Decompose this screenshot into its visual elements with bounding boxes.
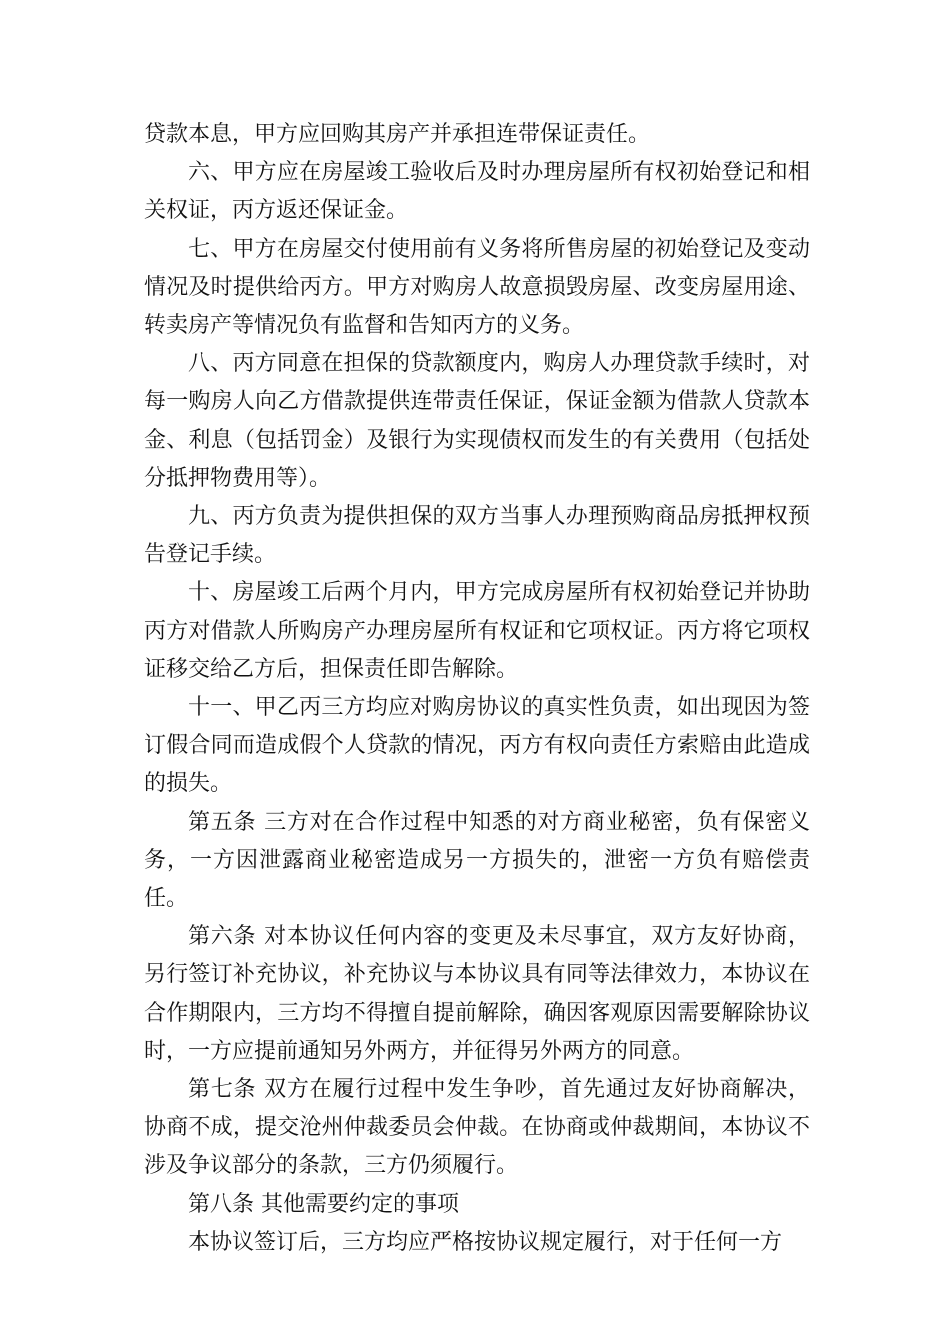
- paragraph-article-8: 第八条 其他需要约定的事项: [188, 1191, 459, 1217]
- paragraph-article-7: 第七条 双方在履行过程中发生争吵，首先通过友好协商解决，协商不成，提交沧州仲裁委员会仲裁。在协商或仲裁期间，本协议不涉及争议部分的条款，三方仍须履行。: [144, 1077, 810, 1179]
- paragraph-article-8-body: 本协议签订后，三方均应严格按协议规定履行，对于任何一方: [188, 1229, 783, 1255]
- paragraph-article-6: 第六条 对本协议任何内容的变更及未尽事宜，双方友好协商，另行签订补充协议，补充协议与本协议具有同等法律效力，本协议在合作期限内，三方均不得擅自提前解除，确因客观原因需要解除协议时，一方应提前通知另外两方，并征得另外两方的同意。: [144, 924, 810, 1064]
- document-body: [144, 116, 810, 1262]
- paragraph-clause-10: 十、房屋竣工后两个月内，甲方完成房屋所有权初始登记并协助丙方对借款人所购房产办理房屋所有权证和它项权证。丙方将它项权证移交给乙方后，担保责任即告解除。: [144, 580, 810, 682]
- paragraph-clause-6: 六、甲方应在房屋竣工验收后及时办理房屋所有权初始登记和相关权证，丙方返还保证金。: [144, 160, 810, 224]
- paragraph-clause-9: 九、丙方负责为提供担保的双方当事人办理预购商品房抵押权预告登记手续。: [144, 504, 810, 568]
- paragraph-clause-7: 七、甲方在房屋交付使用前有义务将所售房屋的初始登记及变动情况及时提供给丙方。甲方对购房人故意损毁房屋、改变房屋用途、转卖房产等情况负有监督和告知丙方的义务。: [144, 236, 810, 339]
- paragraph-continuation: 贷款本息，甲方应回购其房产并承担连带保证责任。: [144, 122, 651, 147]
- paragraph-clause-11: 十一、甲乙丙三方均应对购房协议的真实性负责，如出现因为签订假合同而造成假个人贷款的情况，丙方有权向责任方索赔由此造成的损失。: [144, 695, 810, 797]
- paragraph-article-5: 第五条 三方对在合作过程中知悉的对方商业秘密，负有保密义务，一方因泄露商业秘密造成另一方损失的，泄密一方负有赔偿责任。: [144, 809, 810, 912]
- paragraph-clause-8: 八、丙方同意在担保的贷款额度内，购房人办理贷款手续时，对每一购房人向乙方借款提供连带责任保证，保证金额为借款人贷款本金、利息（包括罚金）及银行为实现债权而发生的有关费用（包括处分抵押物费用等）。: [144, 351, 810, 491]
